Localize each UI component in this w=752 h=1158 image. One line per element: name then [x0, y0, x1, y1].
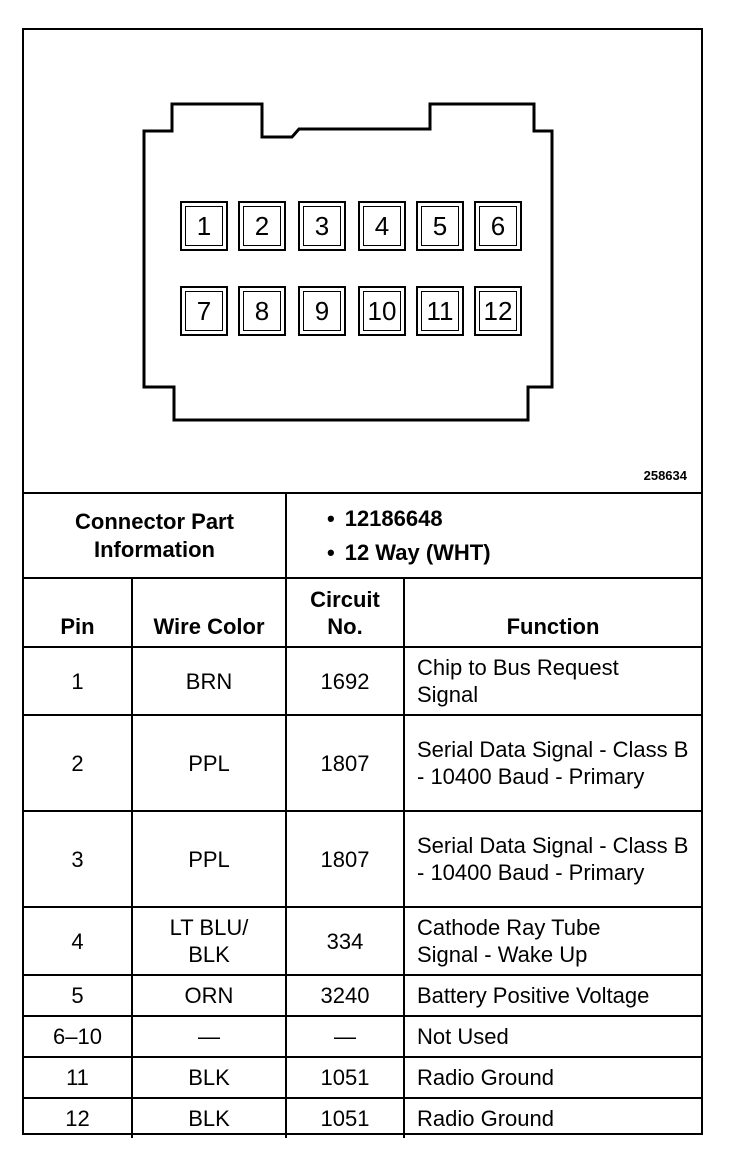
connector-description: • 12 Way (WHT) [327, 536, 701, 570]
pin-cavity-7: 7 [180, 286, 228, 336]
table-row: 6–10 — — Not Used [24, 1016, 701, 1057]
connector-diagram [24, 30, 701, 494]
header-function: Function [404, 578, 701, 647]
pin-cavity-4: 4 [358, 201, 406, 251]
pin-cavity-12: 12 [474, 286, 522, 336]
table-row: 11 BLK 1051 Radio Ground [24, 1057, 701, 1098]
header-pin: Pin [24, 578, 132, 647]
header-circuit-no: Circuit No. [286, 578, 404, 647]
pin-cavity-11: 11 [416, 286, 464, 336]
table-row: 12 BLK 1051 Radio Ground [24, 1098, 701, 1138]
pin-cavity-1: 1 [180, 201, 228, 251]
connector-end-view-frame [22, 28, 703, 1135]
pin-cavity-2: 2 [238, 201, 286, 251]
pin-cavity-9: 9 [298, 286, 346, 336]
pinout-table [24, 494, 701, 1138]
pin-cavity-3: 3 [298, 201, 346, 251]
pin-cavity-5: 5 [416, 201, 464, 251]
connector-housing-outline [24, 30, 701, 492]
table-row: 5 ORN 3240 Battery Positive Voltage [24, 975, 701, 1016]
pin-cavity-8: 8 [238, 286, 286, 336]
pin-cavity-6: 6 [474, 201, 522, 251]
table-header-row [24, 578, 701, 647]
connector-part-info-values [286, 494, 701, 578]
connector-part-info-row [24, 494, 701, 578]
table-row: 1 BRN 1692 Chip to Bus Request Signal [24, 647, 701, 715]
header-wire-color: Wire Color [132, 578, 286, 647]
connector-part-info-label: Connector Part Information [24, 494, 286, 578]
table-row: 3 PPL 1807 Serial Data Signal - Class B - 10400 Baud - Primary [24, 811, 701, 907]
table-row: 4 LT BLU/ BLK 334 Cathode Ray Tube Signal - Wake Up [24, 907, 701, 975]
table-row: 2 PPL 1807 Serial Data Signal - Class B - 10400 Baud - Primary [24, 715, 701, 811]
figure-reference-number: 258634 [643, 468, 687, 483]
pin-cavity-10: 10 [358, 286, 406, 336]
part-number: • 12186648 [327, 502, 701, 536]
